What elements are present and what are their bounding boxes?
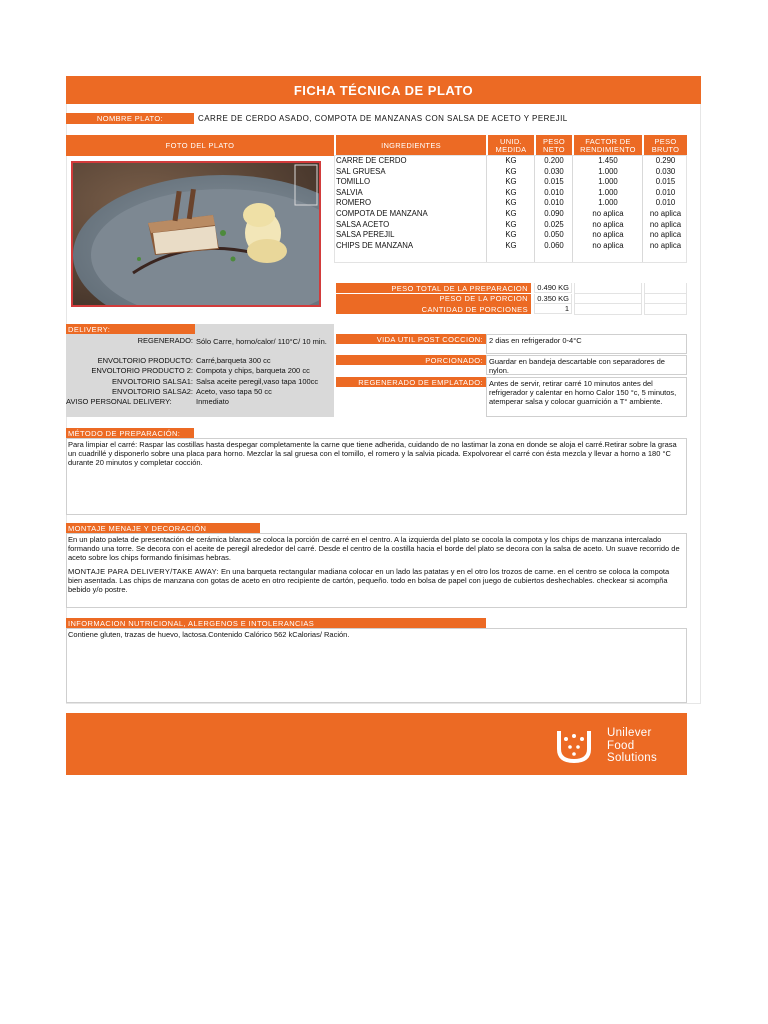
vida-util-value: 2 dias en refrigerador 0-4°C bbox=[486, 334, 687, 354]
ingredient-neto: 0.050 bbox=[544, 230, 564, 240]
brand-line-2: Food bbox=[607, 739, 635, 752]
aviso-value: Inmediato bbox=[196, 397, 229, 406]
montaje-delivery-label: MONTAJE PARA DELIVERY/TAKE AWAY: bbox=[68, 567, 219, 576]
ingredient-name: SAL GRUESA bbox=[336, 166, 386, 176]
ingredient-name: SALSA PEREJIL bbox=[336, 230, 395, 240]
ingredient-neto: 0.090 bbox=[544, 209, 564, 218]
ingredient-neto: 0.010 bbox=[544, 198, 564, 208]
ingredient-bruto: no aplica bbox=[649, 219, 682, 229]
ingredient-factor: no aplica bbox=[592, 230, 624, 240]
ingredient-unit: KG bbox=[505, 187, 517, 197]
envoltorio-2-label: ENVOLTORIO PRODUCTO 2: bbox=[91, 366, 193, 375]
nombre-plato-value: CARRE DE CERDO ASADO, COMPOTA DE MANZANAS CON SALSA DE ACETO Y PEREJIL bbox=[198, 114, 568, 123]
ingredient-neto: 0.010 bbox=[544, 187, 564, 197]
salsa-2-label: ENVOLTORIO SALSA2: bbox=[111, 387, 193, 396]
ingredient-unit: KG bbox=[505, 219, 517, 229]
total-value: 1 bbox=[534, 304, 572, 314]
total-empty-cell bbox=[574, 283, 642, 294]
metodo-label: MÉTODO DE PREPARACIÓN: bbox=[66, 428, 194, 438]
total-empty-cell bbox=[644, 283, 687, 294]
envoltorio-1-value: Carré,barqueta 300 cc bbox=[196, 356, 271, 365]
salsa-1-value: Salsa aceite peregil,vaso tapa 100cc bbox=[196, 377, 319, 386]
ingredient-bruto: 0.030 bbox=[655, 166, 676, 176]
unidad-header: UNID. MEDIDA bbox=[488, 135, 534, 156]
ingredient-neto: 0.060 bbox=[544, 240, 564, 250]
total-label: CANTIDAD DE PORCIONES bbox=[336, 304, 531, 314]
ingredient-factor: no aplica bbox=[592, 240, 624, 250]
regenerado-label: REGENERADO: bbox=[137, 336, 193, 345]
regenerado-value: Sólo Carre, horno/calor/ 110°C/ 10 min. bbox=[196, 337, 327, 346]
vida-util-label: VIDA UTIL POST COCCION: bbox=[336, 334, 486, 344]
ingredient-name: TOMILLO bbox=[336, 177, 371, 187]
montaje-box bbox=[66, 533, 687, 608]
peso-neto-header: PESO NETO bbox=[536, 135, 572, 156]
montaje-delivery-text: En una barqueta rectangular madiana colocar en un lado las patatas y en el otro los trozos de carne. en el centro se coloca la compota bien asentada. Las chips de manzana con gotas de aceto en otro recipiente de cartón, pequeño. todo en bolsa de papel con juego de cubiertos deshechables. checkear si acompña bebido y/o postre. bbox=[68, 567, 670, 594]
montaje-text: En un plato paleta de presentación de cerámica blanca se coloca la porción de carré en el centro. A la izquierda del plato se cocola la compota y los chips de manzana intercalado formando una torre. Se decora con el aceite de peregil alrededor del carré. Desde el centro de la costilla hacia el borde del plato se decora con la salsa de aceto. Un suave recorrido de aceto sobre los chips formando finísimas hebras. bbox=[68, 535, 680, 562]
ingredient-name: SALSA ACETO bbox=[336, 219, 390, 229]
ingredient-unit: KG bbox=[505, 177, 517, 187]
ingredient-name: CARRE DE CERDO bbox=[336, 156, 407, 165]
porcionado-value: Guardar en bandeja descartable con separadores de nylon. bbox=[486, 355, 687, 375]
ingredient-bruto: 0.010 bbox=[655, 198, 676, 208]
footer-banner bbox=[66, 713, 687, 775]
info-label: INFORMACION NUTRICIONAL, ALERGENOS E INTOLERANCIAS bbox=[66, 618, 486, 628]
montaje-delivery bbox=[68, 567, 685, 594]
total-empty-cell bbox=[574, 294, 642, 305]
ingredient-unit: KG bbox=[505, 166, 517, 176]
ingredient-factor: 1.000 bbox=[598, 177, 618, 187]
brand-line-3: Solutions bbox=[607, 752, 658, 764]
total-value: 0.350 KG bbox=[534, 294, 572, 304]
ingredient-bruto: 0.010 bbox=[655, 187, 676, 197]
ingredient-factor: no aplica bbox=[592, 209, 624, 218]
brand-line-1: Unilever bbox=[607, 727, 652, 739]
aviso-label: AVISO PERSONAL DELIVERY: bbox=[66, 397, 172, 406]
envoltorio-1-label: ENVOLTORIO PRODUCTO: bbox=[97, 356, 193, 365]
grid-line bbox=[534, 156, 535, 263]
grid-line bbox=[486, 156, 487, 263]
emplatado-label: REGENERADO DE EMPLATADO: bbox=[336, 377, 486, 387]
delivery-label: DELIVERY: bbox=[66, 324, 195, 334]
ingredient-bruto: 0.015 bbox=[655, 177, 676, 187]
envoltorio-2-value: Compota y chips, barqueta 200 cc bbox=[196, 366, 310, 375]
ingredient-bruto: 0.290 bbox=[655, 156, 676, 165]
dish-photo bbox=[71, 161, 321, 307]
ingredient-factor: no aplica bbox=[592, 219, 624, 229]
ingredient-bruto: no aplica bbox=[649, 209, 682, 218]
grid-line bbox=[572, 156, 573, 263]
emplatado-value: Antes de servir, retirar carré 10 minutos antes del refrigerador y calentar en horno Calor 150 °c, 5 minutos, atemperar salsa y colocar guarnición a T° ambiente. bbox=[486, 377, 687, 417]
salsa-2-value: Aceto, vaso tapa 50 cc bbox=[196, 387, 272, 396]
salsa-1-label: ENVOLTORIO SALSA1: bbox=[111, 377, 193, 386]
unilever-logo-icon bbox=[553, 727, 595, 765]
total-empty-cell bbox=[574, 304, 642, 315]
info-text: Contiene gluten, trazas de huevo, lactosa.Contenido Calórico 562 kCalorias/ Ración. bbox=[66, 628, 687, 703]
ingredient-name: ROMERO bbox=[336, 198, 372, 208]
dish-photo-image bbox=[73, 163, 319, 305]
ingredient-factor: 1.000 bbox=[598, 166, 618, 176]
ingredient-name: COMPOTA DE MANZANA bbox=[336, 209, 428, 218]
metodo-text: Para limpiar el carré: Raspar las costillas hasta despegar completamente la carne que tiene adherida, cuidando de no lastimar la zona en donde se aloja el carré.Retirar sobre la grasa un cuadrillé y disponerlo sobre una placa para horno. Mezclar la sal gruesa con el tomillo, el romero y la salvia picada. Expolvorear el carré con ésta mezcla y llevar a horno a 180 °C durante 20 minutos y completar cocción. bbox=[66, 438, 687, 515]
ingredient-neto: 0.200 bbox=[544, 156, 564, 165]
ingredient-factor: 1.000 bbox=[598, 198, 618, 208]
ingredient-neto: 0.015 bbox=[544, 177, 564, 187]
ingredient-unit: KG bbox=[505, 209, 517, 218]
porcionado-label: PORCIONADO: bbox=[336, 355, 486, 365]
ingredient-unit: KG bbox=[505, 240, 517, 250]
total-label: PESO TOTAL DE LA PREPARACION bbox=[336, 283, 531, 293]
ingredient-name: CHIPS DE MANZANA bbox=[336, 240, 414, 250]
total-empty-cell bbox=[644, 294, 687, 305]
factor-header: FACTOR DE RENDIMIENTO bbox=[574, 135, 642, 156]
ingredient-bruto: no aplica bbox=[649, 240, 682, 250]
ingredient-unit: KG bbox=[505, 198, 517, 208]
total-value: 0.490 KG bbox=[534, 283, 572, 293]
peso-bruto-header: PESO BRUTO bbox=[644, 135, 687, 156]
ingredient-bruto: no aplica bbox=[649, 230, 682, 240]
foto-label: FOTO DEL PLATO bbox=[66, 135, 334, 156]
total-label: PESO DE LA PORCION bbox=[336, 294, 531, 304]
ingredient-factor: 1.000 bbox=[598, 187, 618, 197]
montaje-label: MONTAJE MENAJE Y DECORACIÓN bbox=[66, 523, 260, 533]
ingredient-neto: 0.030 bbox=[544, 166, 564, 176]
ingredient-factor: 1.450 bbox=[598, 156, 618, 165]
total-empty-cell bbox=[644, 304, 687, 315]
page-title: FICHA TÉCNICA DE PLATO bbox=[66, 76, 701, 104]
ingredient-unit: KG bbox=[505, 156, 517, 165]
ingredient-neto: 0.025 bbox=[544, 219, 564, 229]
ingredient-name: SALVIA bbox=[336, 187, 363, 197]
ingredient-unit: KG bbox=[505, 230, 517, 240]
grid-line bbox=[642, 156, 643, 263]
brand-text bbox=[607, 727, 657, 765]
ingredientes-header: INGREDIENTES bbox=[336, 135, 486, 156]
nombre-plato-label: NOMBRE PLATO: bbox=[66, 113, 194, 124]
